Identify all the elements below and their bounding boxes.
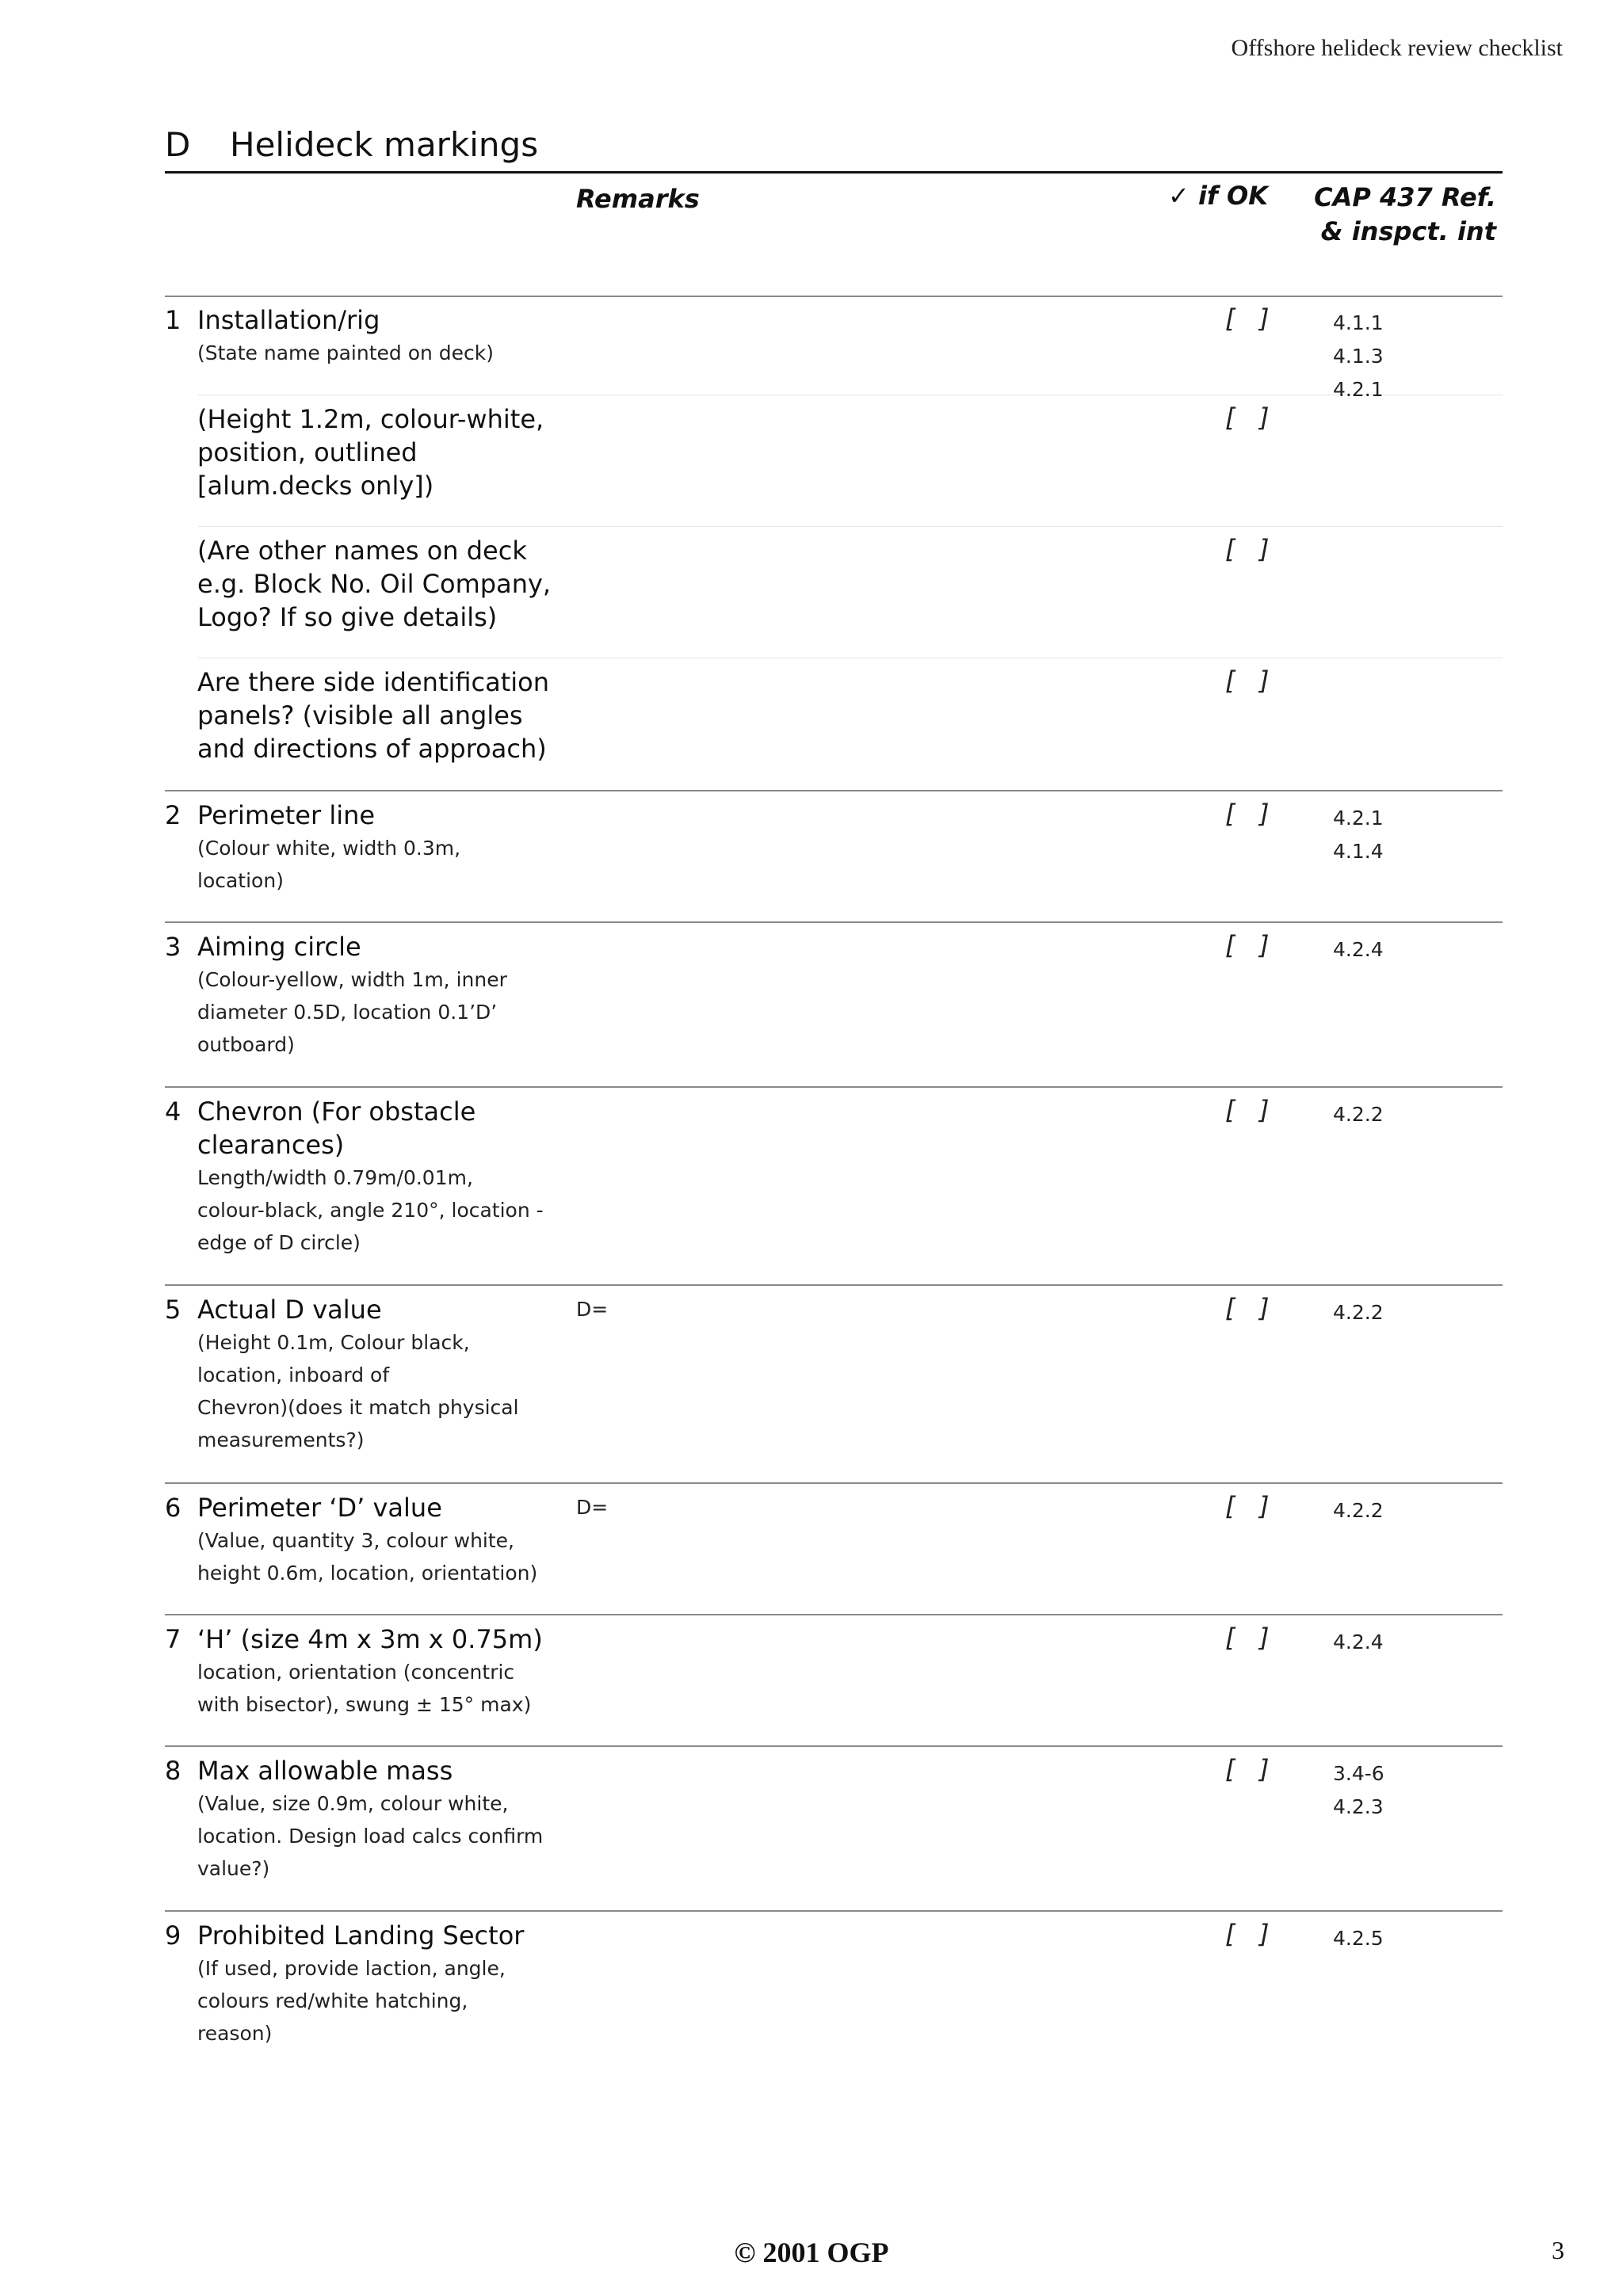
row-divider (198, 526, 1503, 527)
cap437-ref: 4.2.3 (1333, 1795, 1384, 1818)
cap437-ref: 4.1.1 (1333, 311, 1384, 334)
item-description: height 0.6m, location, orientation) (197, 1562, 538, 1585)
item-description: colour-black, angle 210°, location - (197, 1199, 544, 1222)
item-description: (State name painted on deck) (197, 341, 495, 364)
item-title: Are there side identification panels? (visible all angles and directions of approach) (197, 667, 550, 764)
item-description: (If used, provide laction, angle, (197, 1957, 506, 1980)
column-header-remarks: Remarks (576, 184, 700, 214)
column-header-ref-line2: & inspct. int (1320, 216, 1496, 246)
item-number: 1 (165, 305, 181, 335)
item-description: (Value, quantity 3, colour white, (197, 1529, 514, 1552)
ok-checkbox[interactable]: [ ] (1225, 799, 1270, 829)
cap437-ref: 4.2.4 (1333, 1630, 1384, 1653)
item-description: location, inboard of (197, 1363, 390, 1386)
ok-checkbox[interactable]: [ ] (1225, 303, 1270, 334)
item-description: measurements?) (197, 1428, 365, 1451)
item-description: edge of D circle) (197, 1231, 361, 1254)
item-title: Prohibited Landing Sector (197, 1920, 525, 1951)
row-divider (165, 1482, 1503, 1484)
row-divider (165, 1614, 1503, 1615)
item-description: with bisector), swung ± 15° max) (197, 1693, 532, 1716)
page-number: 3 (1552, 2236, 1564, 2264)
column-header-ref (1306, 181, 1496, 249)
item-title: Chevron (For obstacle clearances) (197, 1097, 476, 1160)
item-title: Perimeter ‘D’ value (197, 1493, 442, 1523)
cap437-ref: 4.2.2 (1333, 1499, 1384, 1522)
running-header: Offshore helideck review checklist (1231, 35, 1563, 61)
ok-checkbox[interactable]: [ ] (1225, 666, 1270, 696)
item-title: Actual D value (197, 1295, 382, 1325)
item-number: 7 (165, 1624, 181, 1654)
ok-checkbox[interactable]: [ ] (1225, 1095, 1270, 1125)
cap437-ref: 3.4-6 (1333, 1762, 1384, 1785)
item-description: Chevron)(does it match physical (197, 1396, 519, 1419)
column-header-ref-line1: CAP 437 Ref. (1314, 182, 1496, 212)
item-description: colours red/white hatching, (197, 1989, 468, 2012)
ok-checkbox[interactable]: [ ] (1225, 1491, 1270, 1521)
item-number: 2 (165, 800, 181, 830)
item-title: Aiming circle (197, 932, 361, 962)
row-divider (165, 790, 1503, 791)
item-description: location, orientation (concentric (197, 1661, 515, 1684)
item-title: Max allowable mass (197, 1756, 453, 1786)
cap437-ref: 4.2.1 (1333, 807, 1384, 830)
item-description: outboard) (197, 1033, 295, 1056)
remarks-value: D= (576, 1298, 609, 1321)
row-divider (165, 921, 1503, 923)
cap437-ref: 4.2.5 (1333, 1927, 1384, 1950)
column-header-ok: ✓ if OK (1168, 181, 1268, 211)
row-divider (165, 1284, 1503, 1286)
item-title: Installation/rig (197, 305, 380, 335)
item-title: ‘H’ (size 4m x 3m x 0.75m) (197, 1624, 543, 1654)
row-divider (165, 1910, 1503, 1912)
footer-copyright: © 2001 OGP (734, 2237, 889, 2268)
item-number: 4 (165, 1097, 181, 1127)
row-divider (165, 1745, 1503, 1747)
item-description: diameter 0.5D, location 0.1’D’ (197, 1001, 498, 1024)
section-title (165, 125, 538, 164)
item-description: (Colour-yellow, width 1m, inner (197, 968, 507, 991)
item-title: (Height 1.2m, colour-white, position, outlined [alum.decks only]) (197, 404, 544, 501)
remarks-value: D= (576, 1496, 609, 1519)
ok-checkbox[interactable]: [ ] (1225, 1623, 1270, 1653)
item-number: 8 (165, 1756, 181, 1786)
item-description: (Height 0.1m, Colour black, (197, 1331, 470, 1354)
item-description: location. Design load calcs confirm (197, 1825, 544, 1848)
ok-checkbox[interactable]: [ ] (1225, 402, 1270, 433)
ok-checkbox[interactable]: [ ] (1225, 1293, 1270, 1323)
ok-checkbox[interactable]: [ ] (1225, 1919, 1270, 1949)
item-description: value?) (197, 1857, 270, 1880)
title-rule (165, 171, 1503, 174)
cap437-ref: 4.2.1 (1333, 378, 1384, 401)
row-divider (165, 296, 1503, 297)
section-letter: D (165, 125, 191, 164)
row-divider (165, 1086, 1503, 1088)
item-description: reason) (197, 2022, 273, 2045)
item-number: 6 (165, 1493, 181, 1523)
cap437-ref: 4.2.2 (1333, 1301, 1384, 1324)
item-description: Length/width 0.79m/0.01m, (197, 1166, 473, 1189)
ok-checkbox[interactable]: [ ] (1225, 1754, 1270, 1784)
ok-checkbox[interactable]: [ ] (1225, 930, 1270, 960)
item-description: location) (197, 869, 284, 892)
item-number: 3 (165, 932, 181, 962)
cap437-ref: 4.1.3 (1333, 345, 1384, 368)
item-title: Perimeter line (197, 800, 376, 830)
item-title: (Are other names on deck e.g. Block No. Oil Company, Logo? If so give details) (197, 536, 552, 632)
ok-checkbox[interactable]: [ ] (1225, 534, 1270, 564)
item-number: 5 (165, 1295, 181, 1325)
item-number: 9 (165, 1920, 181, 1951)
cap437-ref: 4.2.2 (1333, 1103, 1384, 1126)
item-description: (Value, size 0.9m, colour white, (197, 1792, 509, 1815)
cap437-ref: 4.1.4 (1333, 840, 1384, 863)
item-description: (Colour white, width 0.3m, (197, 837, 461, 860)
cap437-ref: 4.2.4 (1333, 938, 1384, 961)
section-title-text: Helideck markings (230, 125, 539, 164)
